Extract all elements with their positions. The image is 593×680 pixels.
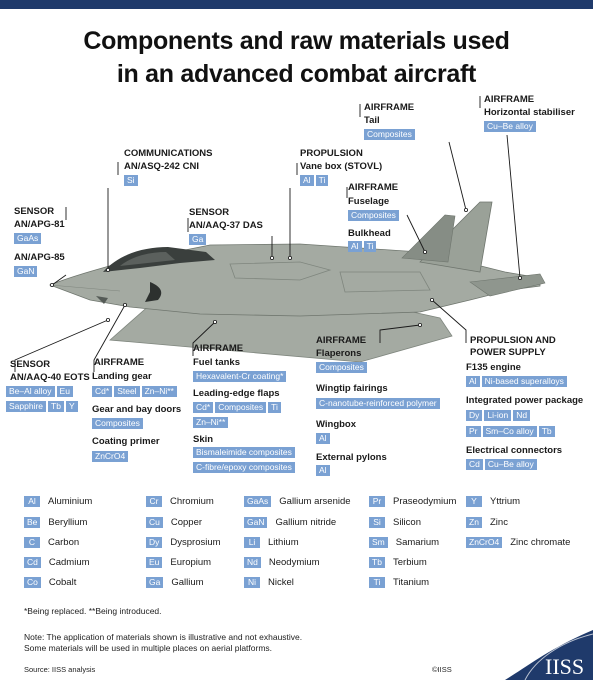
material-tag: Nd [513, 410, 530, 421]
note-line-2: Some materials will be used in multiple places on aerial platforms. [24, 643, 273, 653]
material-tag: Y [66, 401, 78, 412]
callout-sensor-eots-label1: AN/AAQ-40 EOTS [10, 372, 90, 383]
title-line-1: Components and raw materials used [83, 27, 510, 55]
iiss-logo-text: IISS [545, 654, 585, 679]
material-tag: Zn–Ni** [193, 417, 228, 428]
material-tag: Al [466, 376, 480, 387]
legend-name: Gallium [171, 577, 204, 588]
callout-skin-label: Skin [193, 434, 214, 445]
legend-item [244, 557, 320, 568]
legend-item [466, 537, 570, 548]
material-tag: C-fibre/epoxy composites [193, 462, 295, 473]
title-line-2: in an advanced combat aircraft [116, 60, 477, 88]
callout-stabiliser-section: AIRFRAME [484, 94, 535, 105]
material-tag: Be–Al alloy [6, 386, 55, 397]
callout-wingbox-tags [316, 433, 330, 444]
legend-name: Samarium [395, 537, 440, 548]
callout-sensor-eots-section: SENSOR [10, 359, 51, 370]
material-tag: Ti [268, 402, 281, 413]
legend-item [146, 537, 221, 548]
legend-name: Neodymium [268, 557, 320, 568]
callout-power-section: PROPULSION AND [470, 335, 556, 346]
legend-symbol: Zn [466, 517, 482, 528]
material-tag: Pr [466, 426, 481, 437]
callout-sensor-radar-tags1 [14, 233, 41, 244]
material-tag: Cu–Be alloy [485, 459, 537, 470]
callout-wingtip-tags [316, 398, 440, 409]
legend-item [466, 517, 508, 528]
material-tag: Composites [316, 362, 367, 373]
material-tag: Al [300, 175, 314, 186]
material-tag: Cd* [92, 386, 112, 397]
legend-symbol: Dy [146, 537, 162, 548]
callout-primer-label: Coating primer [92, 436, 160, 447]
material-tag: Dy [466, 410, 482, 421]
material-tag: Bismaleimide composites [193, 447, 295, 458]
callout-bulkhead-label: Bulkhead [348, 228, 391, 239]
callout-propulsion-vane-label1: Vane box (STOVL) [300, 161, 383, 172]
legend-name: Lithium [268, 537, 299, 548]
material-tag: Al [348, 241, 362, 252]
legend-symbol: Cu [146, 517, 163, 528]
material-tag: Ni-based superalloys [482, 376, 567, 387]
material-tag: Al [316, 433, 330, 444]
legend-symbol: Ni [244, 577, 260, 588]
material-tag: Tb [48, 401, 64, 412]
callout-gear-tags1 [92, 386, 177, 397]
callout-bay-doors-label: Gear and bay doors [92, 404, 182, 415]
callout-ipp-label: Integrated power package [466, 395, 584, 406]
callout-fuselage-label1: Fuselage [348, 196, 390, 207]
callout-sensor-eots-tags1 [6, 386, 73, 397]
iiss-logo [505, 630, 593, 680]
material-tag: Sm–Co alloy [483, 426, 537, 437]
material-tag: Composites [364, 129, 415, 140]
callout-engine-label: F135 engine [466, 362, 521, 373]
callout-fuel-label1: Fuel tanks [193, 357, 240, 368]
legend-item [24, 577, 76, 588]
callout-tail-section: AIRFRAME [364, 102, 415, 113]
material-tag: Eu [57, 386, 73, 397]
callout-fuselage-section: AIRFRAME [348, 182, 399, 193]
callout-primer-tags [92, 451, 128, 462]
material-tag: Composites [215, 402, 266, 413]
legend-symbol: Be [24, 517, 40, 528]
copyright: ©IISS [432, 665, 452, 674]
legend-item [146, 496, 214, 507]
legend-item [369, 577, 429, 588]
callout-connectors-label: Electrical connectors [466, 445, 563, 456]
material-tag: Ga [189, 234, 206, 245]
legend-item [24, 557, 90, 568]
legend-name: Cobalt [48, 577, 77, 588]
callout-flaps-label: Leading-edge flaps [193, 388, 280, 399]
legend-item [146, 517, 202, 528]
material-tag: Tb [539, 426, 555, 437]
callout-comms-section: COMMUNICATIONS [124, 148, 213, 159]
legend-name: Beryllium [48, 517, 88, 528]
legend-symbol: Co [24, 577, 41, 588]
legend-item [24, 517, 87, 528]
legend-symbol: Nd [244, 557, 261, 568]
callout-connectors-tags [466, 459, 537, 470]
legend-name: Gallium arsenide [279, 496, 351, 507]
legend-item [244, 577, 294, 588]
callout-fuel-tags1 [193, 371, 286, 382]
legend-name: Dysprosium [170, 537, 221, 548]
material-tag: Sapphire [6, 401, 46, 412]
legend-symbol: Si [369, 517, 385, 528]
material-tag: GaN [14, 266, 37, 277]
callout-bay-doors-tags [92, 418, 143, 429]
callout-tail-label1: Tail [364, 115, 380, 126]
callout-stabiliser-label1: Horizontal stabiliser [484, 107, 575, 118]
callout-sensor-das-label1: AN/AAQ-37 DAS [189, 220, 263, 231]
callout-gear-section: AIRFRAME [94, 357, 145, 368]
legend-name: Zinc [490, 517, 508, 528]
legend-symbol: Eu [146, 557, 162, 568]
callout-flaperons-section: AIRFRAME [316, 335, 367, 346]
material-tag: GaAs [14, 233, 41, 244]
callout-pylons-label: External pylons [316, 452, 387, 463]
callout-bulkhead-tags [348, 241, 376, 252]
legend-name: Copper [170, 517, 203, 528]
callout-sensor-radar-label1: AN/APG-81 [14, 219, 65, 230]
legend-name: Silicon [393, 517, 421, 528]
material-tag: Si [124, 175, 138, 186]
material-tag: Li-ion [484, 410, 511, 421]
callout-sensor-radar-section: SENSOR [14, 206, 55, 217]
legend-symbol: Al [24, 496, 40, 507]
callout-sensor-radar-label2: AN/APG-85 [14, 252, 65, 263]
legend-name: Aluminium [48, 496, 93, 507]
legend-symbol: ZnCrO4 [466, 537, 502, 548]
material-tag: Composites [92, 418, 143, 429]
legend-name: Zinc chromate [510, 537, 571, 548]
legend-item [369, 557, 427, 568]
callout-propulsion-vane-section: PROPULSION [300, 148, 363, 159]
legend-symbol: C [24, 537, 40, 548]
callout-ipp-tags1 [466, 410, 530, 421]
legend-name: Carbon [48, 537, 80, 548]
legend-name: Nickel [268, 577, 294, 588]
callout-tail-tags1 [364, 129, 415, 140]
callout-pylons-tags [316, 465, 330, 476]
callout-propulsion-vane-tags1 [300, 175, 328, 186]
legend-symbol: Cd [24, 557, 41, 568]
legend-symbol: Y [466, 496, 482, 507]
footnote: *Being replaced. **Being introduced. [24, 606, 162, 616]
legend-name: Yttrium [490, 496, 521, 507]
legend-item [369, 537, 439, 548]
legend-symbol: GaN [244, 517, 267, 528]
callout-flaps-tags1 [193, 402, 281, 413]
legend-item [244, 496, 351, 507]
legend-symbol: Pr [369, 496, 385, 507]
callout-engine-tags [466, 376, 567, 387]
legend-symbol: Li [244, 537, 260, 548]
material-tag: Ti [316, 175, 329, 186]
callout-fuselage-tags1 [348, 210, 399, 221]
legend-name: Praseodymium [393, 496, 457, 507]
legend-symbol: Ga [146, 577, 163, 588]
callout-flaps-tags2 [193, 417, 228, 428]
callout-sensor-das-section: SENSOR [189, 207, 230, 218]
material-tag: Steel [114, 386, 139, 397]
legend-item [244, 537, 299, 548]
legend-name: Europium [170, 557, 212, 568]
callout-fuel-section: AIRFRAME [193, 343, 244, 354]
legend-symbol: Tb [369, 557, 385, 568]
legend-item [146, 577, 204, 588]
material-tag: Al [316, 465, 330, 476]
legend-item [369, 517, 421, 528]
callout-sensor-das-tags1 [189, 234, 206, 245]
callout-flaperons-label1: Flaperons [316, 348, 362, 359]
material-tag: C-nanotube-reinforced polymer [316, 398, 440, 409]
legend-name: Cadmium [48, 557, 90, 568]
callout-skin-tags1 [193, 447, 295, 458]
callout-flaperons-tags1 [316, 362, 367, 373]
callout-gear-label1: Landing gear [92, 371, 152, 382]
material-tag: Cd [466, 459, 483, 470]
callout-power-section-2: POWER SUPPLY [470, 347, 546, 358]
material-tag: Cu–Be alloy [484, 121, 536, 132]
legend-symbol: Ti [369, 577, 385, 588]
callout-sensor-eots-tags2 [6, 401, 78, 412]
legend-symbol: Sm [369, 537, 388, 548]
material-tag: Hexavalent-Cr coating* [193, 371, 286, 382]
material-tag: Composites [348, 210, 399, 221]
legend-name: Chromium [170, 496, 214, 507]
callout-sensor-radar-tags2 [14, 266, 37, 277]
legend-item [244, 517, 336, 528]
legend-symbol: Cr [146, 496, 162, 507]
callout-wingbox-label: Wingbox [316, 419, 357, 430]
legend-item [146, 557, 211, 568]
legend-name: Gallium nitride [275, 517, 337, 528]
callout-comms-label1: AN/ASQ-242 CNI [124, 161, 199, 172]
legend-item [24, 537, 79, 548]
legend-name: Terbium [393, 557, 427, 568]
legend-item [369, 496, 456, 507]
callout-stabiliser-tags1 [484, 121, 536, 132]
legend-item [466, 496, 520, 507]
material-tag: Zn–Ni** [142, 386, 177, 397]
callout-comms-tags1 [124, 175, 138, 186]
note-line-1: Note: The application of materials shown is illustrative and not exhaustive. [24, 632, 303, 642]
callout-wingtip-label: Wingtip fairings [316, 383, 388, 394]
source: Source: IISS analysis [24, 665, 96, 674]
callout-skin-tags2 [193, 462, 295, 473]
legend-symbol: GaAs [244, 496, 271, 507]
legend-name: Titanium [393, 577, 430, 588]
legend-item [24, 496, 92, 507]
material-tag: ZnCrO4 [92, 451, 128, 462]
callout-ipp-tags2 [466, 426, 555, 437]
material-tag: Cd* [193, 402, 213, 413]
material-tag: Ti [364, 241, 377, 252]
